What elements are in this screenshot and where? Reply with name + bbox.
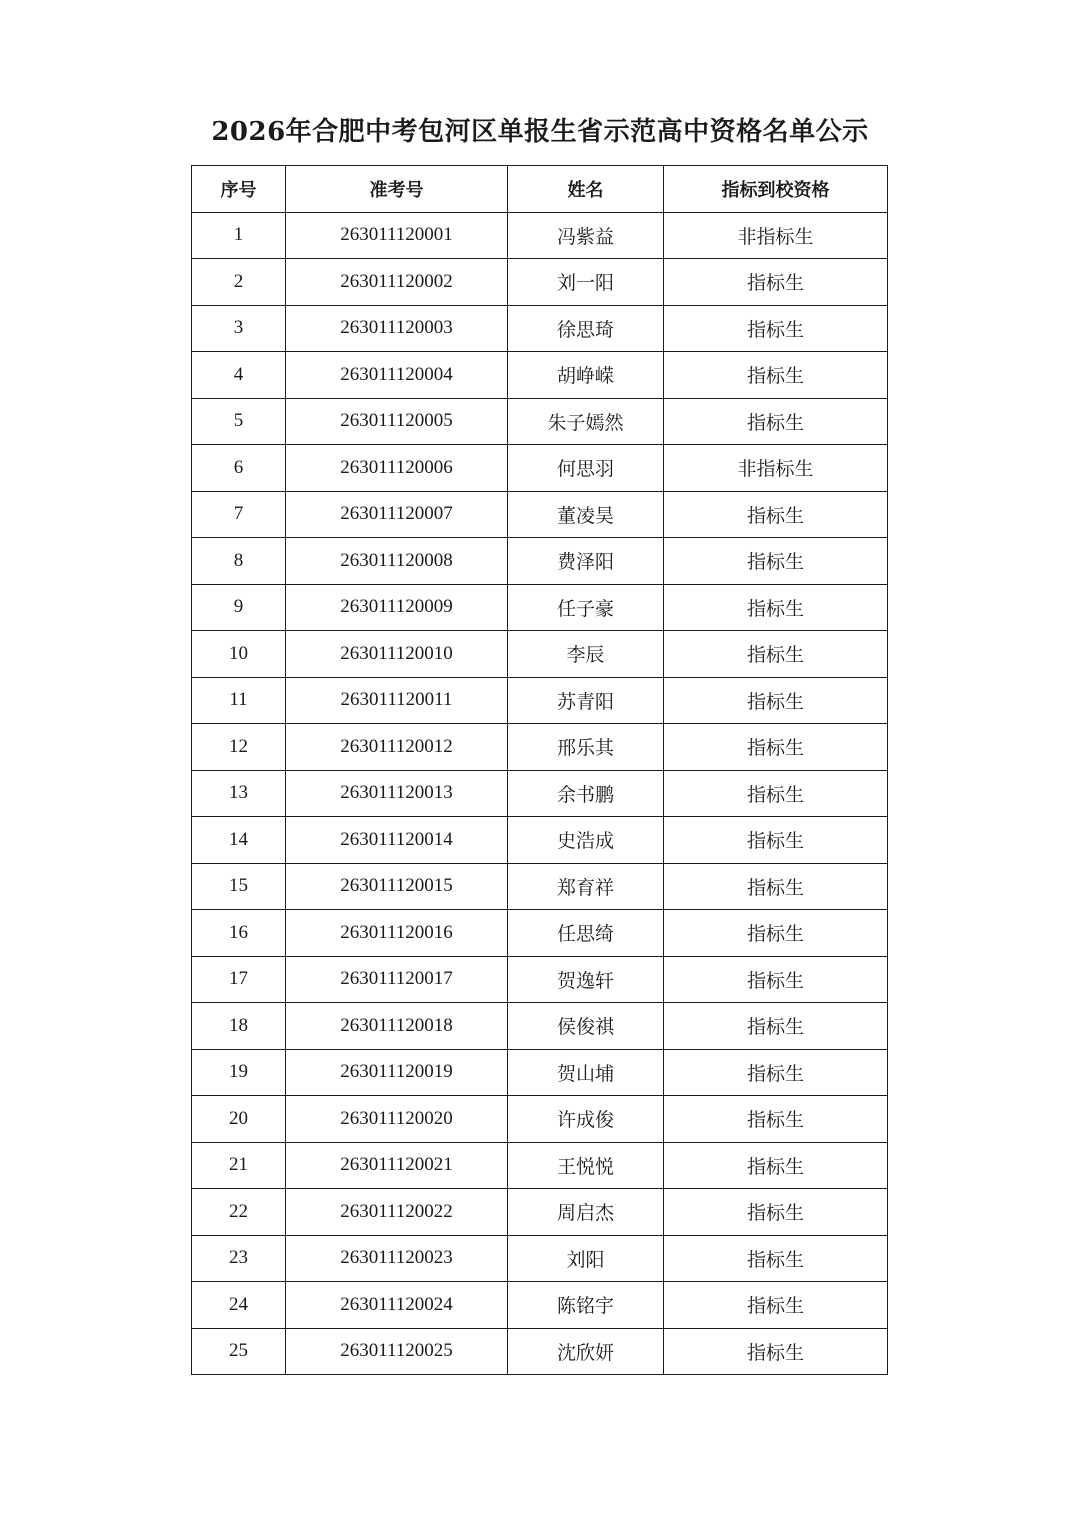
table-row	[192, 724, 888, 771]
table-row	[192, 1142, 888, 1189]
student-name-cell: 何思羽	[508, 445, 664, 492]
seq-cell: 1	[192, 212, 286, 259]
exam-id-cell: 263011120025	[286, 1328, 508, 1375]
exam-id-cell: 263011120017	[286, 956, 508, 1003]
seq-cell: 24	[192, 1282, 286, 1329]
qualification-status-cell: 指标生	[664, 770, 888, 817]
table-body	[192, 212, 888, 1375]
header-row	[192, 166, 888, 213]
exam-id-cell: 263011120021	[286, 1142, 508, 1189]
table-row	[192, 259, 888, 306]
qualification-status-cell: 指标生	[664, 817, 888, 864]
student-name-cell: 徐思琦	[508, 305, 664, 352]
table-row	[192, 863, 888, 910]
student-name-cell: 任思绮	[508, 910, 664, 957]
qualification-table	[191, 165, 888, 1375]
seq-cell: 5	[192, 398, 286, 445]
qualification-status-cell: 指标生	[664, 491, 888, 538]
seq-cell: 7	[192, 491, 286, 538]
exam-id-cell: 263011120018	[286, 1003, 508, 1050]
student-name-cell: 沈欣妍	[508, 1328, 664, 1375]
qualification-status-cell: 指标生	[664, 1282, 888, 1329]
seq-cell: 8	[192, 538, 286, 585]
seq-cell: 4	[192, 352, 286, 399]
qualification-status-cell: 非指标生	[664, 212, 888, 259]
table-row	[192, 305, 888, 352]
table-row	[192, 398, 888, 445]
student-name-cell: 胡峥嵘	[508, 352, 664, 399]
exam-id-cell: 263011120019	[286, 1049, 508, 1096]
qualification-status-cell: 指标生	[664, 631, 888, 678]
qualification-status-cell: 指标生	[664, 1328, 888, 1375]
student-name-cell: 侯俊祺	[508, 1003, 664, 1050]
seq-cell: 9	[192, 584, 286, 631]
table-row	[192, 956, 888, 1003]
seq-cell: 18	[192, 1003, 286, 1050]
exam-id-cell: 263011120009	[286, 584, 508, 631]
seq-cell: 13	[192, 770, 286, 817]
table-row	[192, 212, 888, 259]
qualification-status-cell: 指标生	[664, 910, 888, 957]
student-name-cell: 李辰	[508, 631, 664, 678]
qualification-status-cell: 指标生	[664, 1189, 888, 1236]
table-row	[192, 1328, 888, 1375]
student-name-cell: 刘阳	[508, 1235, 664, 1282]
exam-id-cell: 263011120023	[286, 1235, 508, 1282]
student-name-cell: 任子豪	[508, 584, 664, 631]
qualification-status-cell: 指标生	[664, 538, 888, 585]
seq-cell: 14	[192, 817, 286, 864]
seq-cell: 15	[192, 863, 286, 910]
student-name-cell: 苏青阳	[508, 677, 664, 724]
exam-id-cell: 263011120020	[286, 1096, 508, 1143]
seq-cell: 20	[192, 1096, 286, 1143]
table-row	[192, 1049, 888, 1096]
qualification-status-cell: 指标生	[664, 398, 888, 445]
table-row	[192, 677, 888, 724]
exam-id-cell: 263011120008	[286, 538, 508, 585]
header-exam-id: 准考号	[286, 166, 508, 213]
student-name-cell: 费泽阳	[508, 538, 664, 585]
qualification-status-cell: 指标生	[664, 1142, 888, 1189]
exam-id-cell: 263011120016	[286, 910, 508, 957]
qualification-status-cell: 指标生	[664, 259, 888, 306]
table-row	[192, 538, 888, 585]
exam-id-cell: 263011120015	[286, 863, 508, 910]
table-row	[192, 1003, 888, 1050]
table-row	[192, 491, 888, 538]
table-row	[192, 352, 888, 399]
exam-id-cell: 263011120002	[286, 259, 508, 306]
seq-cell: 25	[192, 1328, 286, 1375]
qualification-status-cell: 指标生	[664, 1049, 888, 1096]
student-name-cell: 董凌昊	[508, 491, 664, 538]
exam-id-cell: 263011120001	[286, 212, 508, 259]
exam-id-cell: 263011120010	[286, 631, 508, 678]
student-name-cell: 贺逸轩	[508, 956, 664, 1003]
qualification-status-cell: 指标生	[664, 352, 888, 399]
qualification-status-cell: 指标生	[664, 584, 888, 631]
student-name-cell: 刘一阳	[508, 259, 664, 306]
table-row	[192, 584, 888, 631]
table-row	[192, 445, 888, 492]
table-row	[192, 817, 888, 864]
seq-cell: 11	[192, 677, 286, 724]
qualification-status-cell: 指标生	[664, 724, 888, 771]
qualification-status-cell: 指标生	[664, 1003, 888, 1050]
exam-id-cell: 263011120024	[286, 1282, 508, 1329]
header-status: 指标到校资格	[664, 166, 888, 213]
exam-id-cell: 263011120022	[286, 1189, 508, 1236]
header-seq: 序号	[192, 166, 286, 213]
student-name-cell: 冯紫益	[508, 212, 664, 259]
student-name-cell: 余书鹏	[508, 770, 664, 817]
seq-cell: 23	[192, 1235, 286, 1282]
table-row	[192, 1189, 888, 1236]
exam-id-cell: 263011120014	[286, 817, 508, 864]
seq-cell: 17	[192, 956, 286, 1003]
seq-cell: 10	[192, 631, 286, 678]
exam-id-cell: 263011120006	[286, 445, 508, 492]
student-name-cell: 陈铭宇	[508, 1282, 664, 1329]
table-row	[192, 631, 888, 678]
seq-cell: 12	[192, 724, 286, 771]
seq-cell: 3	[192, 305, 286, 352]
student-name-cell: 史浩成	[508, 817, 664, 864]
qualification-status-cell: 指标生	[664, 1235, 888, 1282]
exam-id-cell: 263011120005	[286, 398, 508, 445]
table-row	[192, 1235, 888, 1282]
student-name-cell: 郑育祥	[508, 863, 664, 910]
student-name-cell: 朱子嫣然	[508, 398, 664, 445]
student-name-cell: 贺山埔	[508, 1049, 664, 1096]
seq-cell: 19	[192, 1049, 286, 1096]
exam-id-cell: 263011120007	[286, 491, 508, 538]
qualification-status-cell: 指标生	[664, 677, 888, 724]
exam-id-cell: 263011120012	[286, 724, 508, 771]
seq-cell: 2	[192, 259, 286, 306]
table-row	[192, 1096, 888, 1143]
table-row	[192, 910, 888, 957]
seq-cell: 22	[192, 1189, 286, 1236]
table-row	[192, 1282, 888, 1329]
exam-id-cell: 263011120011	[286, 677, 508, 724]
seq-cell: 21	[192, 1142, 286, 1189]
header-name: 姓名	[508, 166, 664, 213]
exam-id-cell: 263011120003	[286, 305, 508, 352]
student-name-cell: 王悦悦	[508, 1142, 664, 1189]
table-row	[192, 770, 888, 817]
qualification-status-cell: 指标生	[664, 956, 888, 1003]
table-header	[192, 166, 888, 213]
qualification-status-cell: 指标生	[664, 1096, 888, 1143]
qualification-status-cell: 指标生	[664, 863, 888, 910]
student-name-cell: 邢乐其	[508, 724, 664, 771]
student-name-cell: 许成俊	[508, 1096, 664, 1143]
page-title: 2026年合肥中考包河区单报生省示范高中资格名单公示	[211, 117, 869, 147]
exam-id-cell: 263011120013	[286, 770, 508, 817]
student-name-cell: 周启杰	[508, 1189, 664, 1236]
qualification-status-cell: 指标生	[664, 305, 888, 352]
seq-cell: 6	[192, 445, 286, 492]
seq-cell: 16	[192, 910, 286, 957]
qualification-status-cell: 非指标生	[664, 445, 888, 492]
exam-id-cell: 263011120004	[286, 352, 508, 399]
